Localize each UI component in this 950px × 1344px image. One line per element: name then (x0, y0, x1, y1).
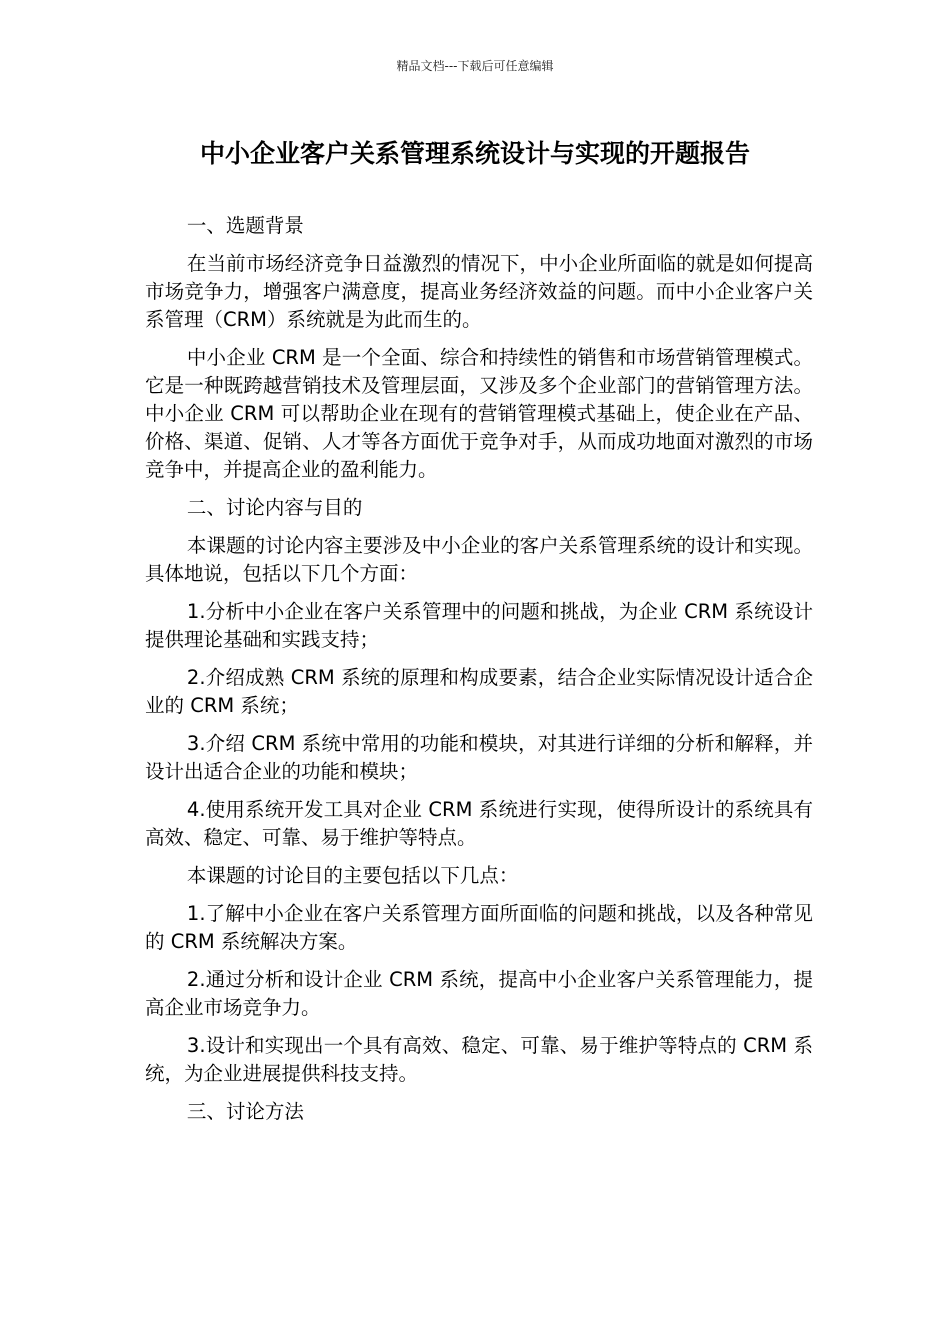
list-item: 4.使用系统开发工具对企业 CRM 系统进行实现，使得所设计的系统具有高效、稳定、可靠、易于维护等特点。 (145, 798, 813, 849)
document-title: 中小企业客户关系管理系统设计与实现的开题报告 (199, 139, 750, 168)
list-item: 3.设计和实现出一个具有高效、稳定、可靠、易于维护等特点的 CRM 系统，为企业进展提供科技支持。 (145, 1034, 813, 1085)
paragraph: 本课题的讨论目的主要包括以下几点： (186, 864, 519, 887)
list-item: 1.分析中小企业在客户关系管理中的问题和挑战，为企业 CRM 系统设计提供理论基础和实践支持； (145, 600, 813, 651)
section-heading-method: 三、讨论方法 (186, 1100, 304, 1123)
document-body (145, 212, 813, 1136)
section-heading-content-purpose: 二、讨论内容与目的 (186, 496, 363, 519)
header-note: 精品文档---下载后可任意编辑 (396, 59, 554, 73)
paragraph: 本课题的讨论内容主要涉及中小企业的客户关系管理系统的设计和实现。具体地说，包括以下几个方面： (145, 534, 813, 585)
paragraph: 在当前市场经济竞争日益激烈的情况下，中小企业所面临的就是如何提高市场竞争力，增强客户满意度，提高业务经济效益的问题。而中小企业客户关系管理（CRM）系统就是为此而生的。 (145, 252, 813, 331)
list-item: 2.介绍成熟 CRM 系统的原理和构成要素，结合企业实际情况设计适合企业的 CRM 系统； (145, 666, 813, 717)
list-item: 3.介绍 CRM 系统中常用的功能和模块，对其进行详细的分析和解释，并设计出适合企业的功能和模块； (145, 732, 813, 783)
section-heading-background: 一、选题背景 (186, 214, 304, 237)
paragraph: 中小企业 CRM 是一个全面、综合和持续性的销售和市场营销管理模式。它是一种既跨越营销技术及管理层面，又涉及多个企业部门的营销管理方法。中小企业 CRM 可以帮助企业在现有的营销管理模式基础上，使企业在产品、价格、渠道、促销、人才等各方面优于竞争对手，从而成功地面对激烈的市场竞争中，并提高企业的盈利能力。 (145, 346, 813, 481)
list-item: 1.了解中小企业在客户关系管理方面所面临的问题和挑战，以及各种常见的 CRM 系统解决方案。 (145, 902, 813, 953)
list-item: 2.通过分析和设计企业 CRM 系统，提高中小企业客户关系管理能力，提高企业市场竞争力。 (145, 968, 813, 1019)
